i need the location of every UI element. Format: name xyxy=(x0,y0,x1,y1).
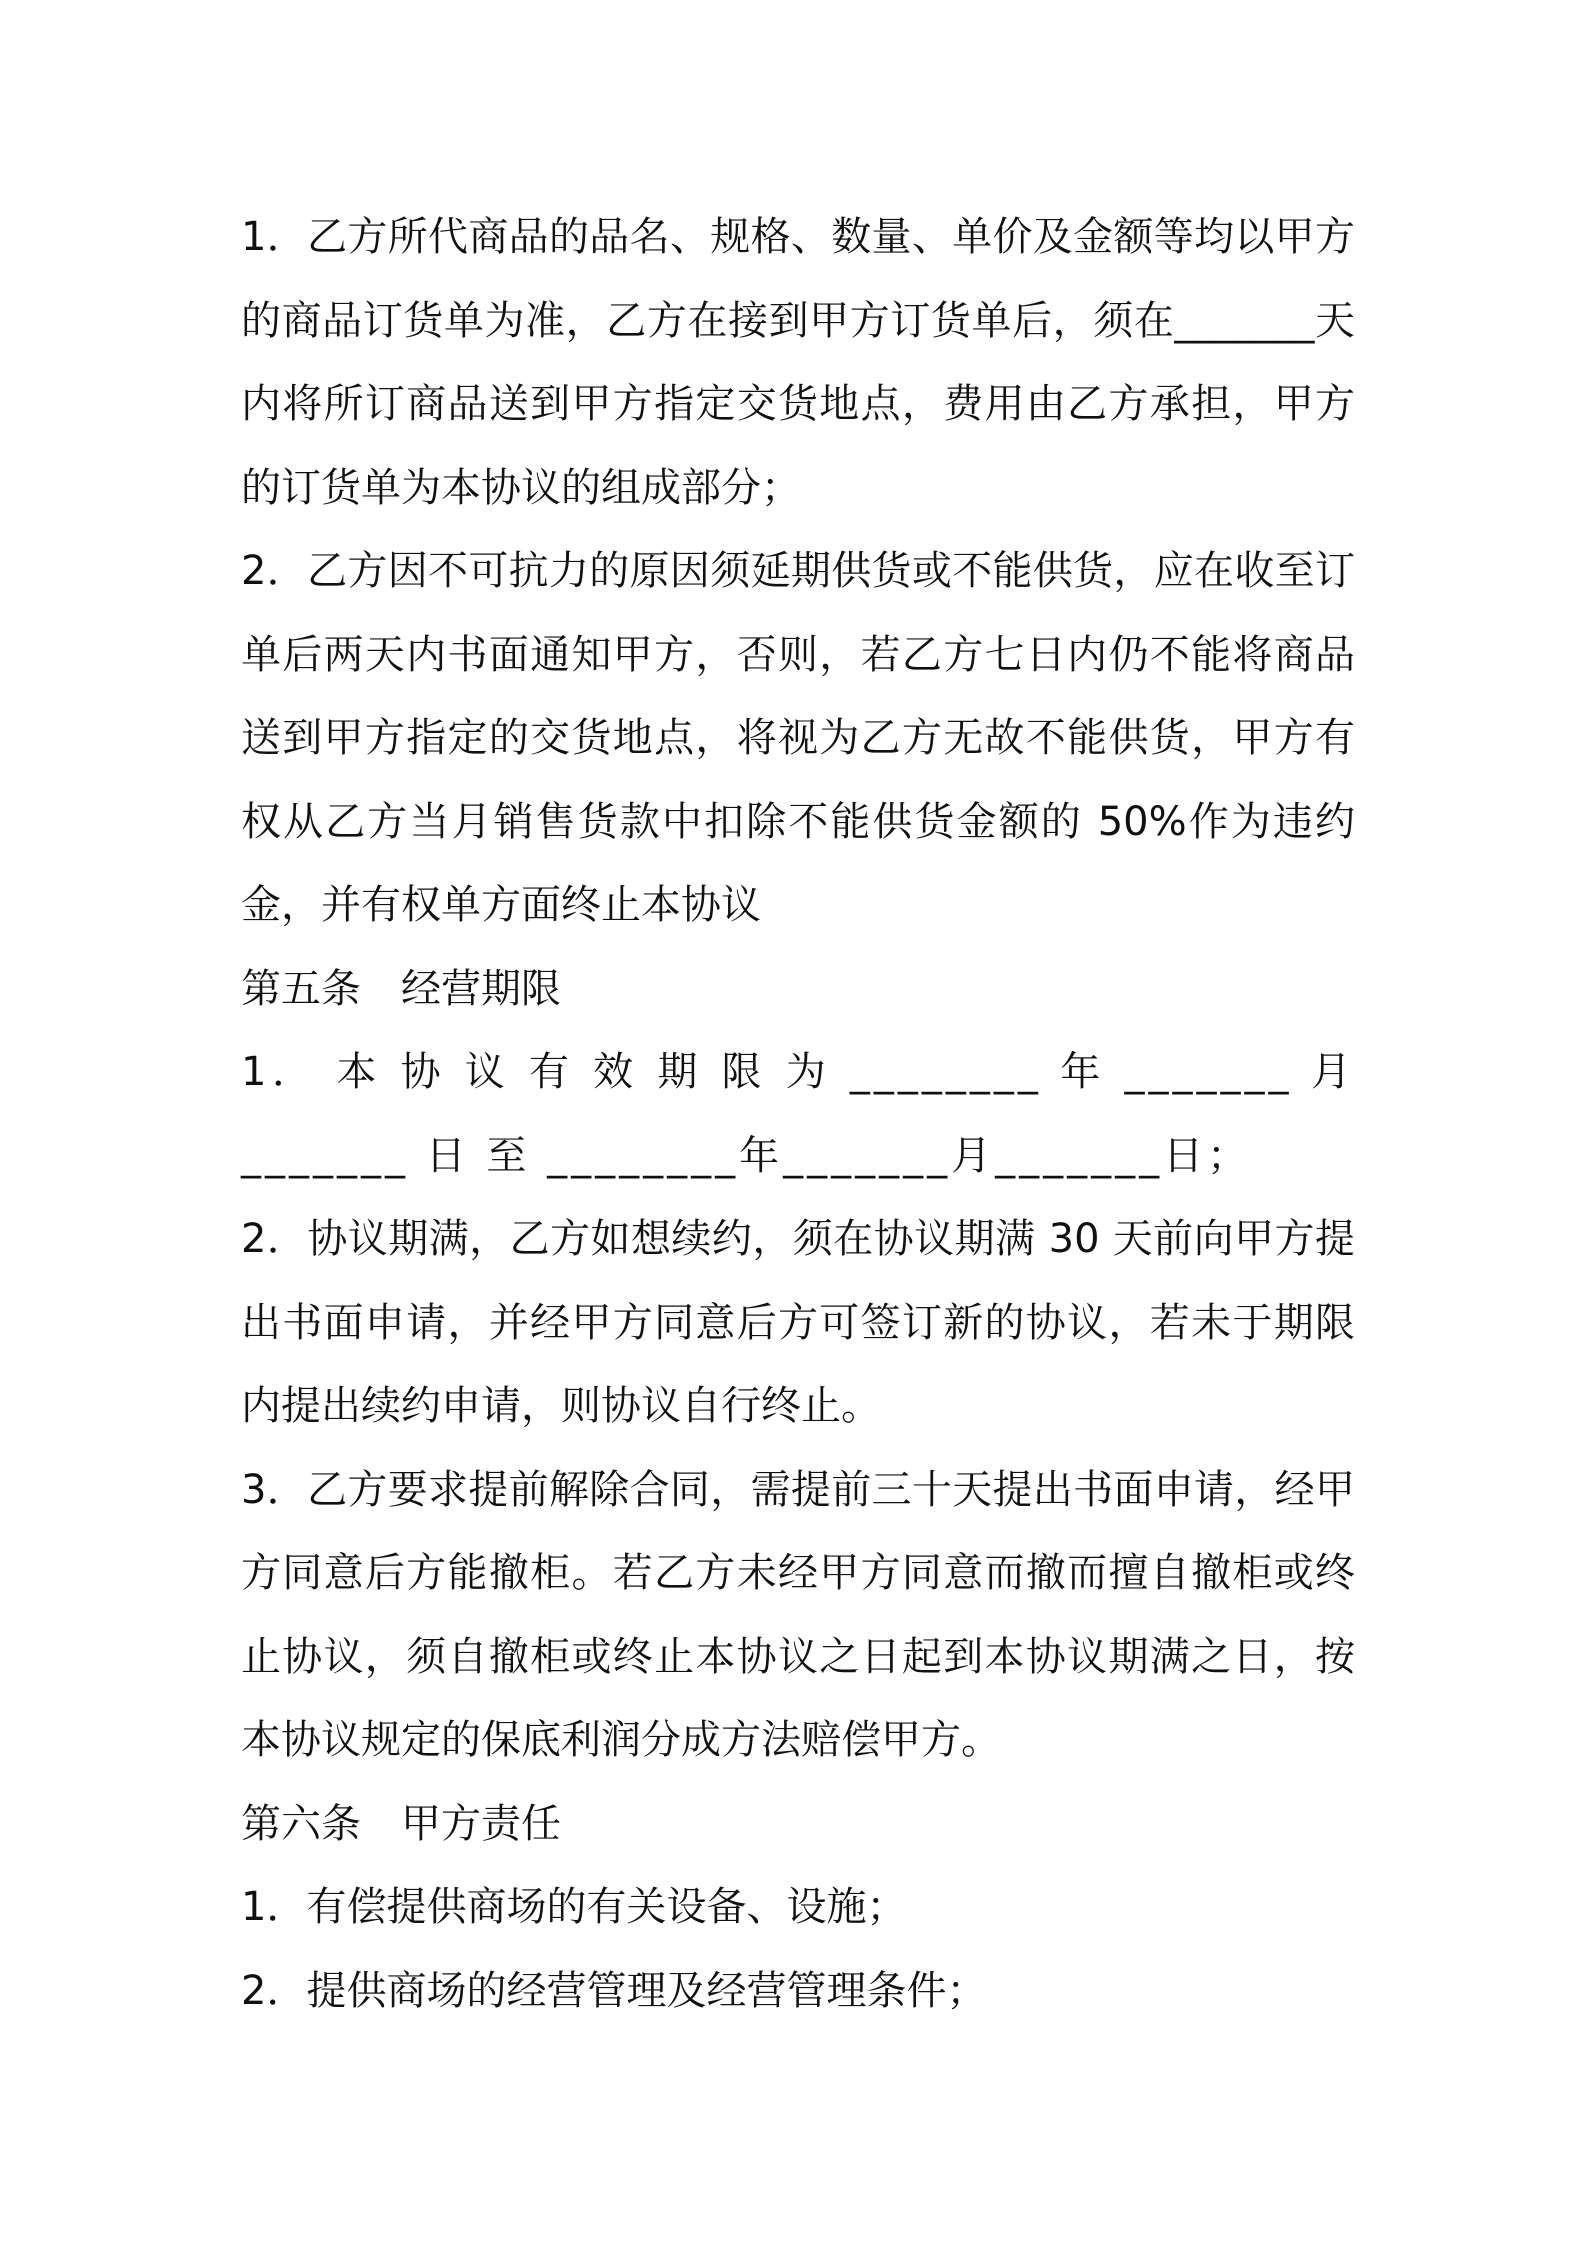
clause-5-item-1: 1． 本 协 议 有 效 期 限 为 ________ 年 _______ 月 _______ 日 至 ________年_______月_______日； xyxy=(241,1049,1355,1179)
article-5-heading: 第五条 经营期限 xyxy=(241,965,561,1012)
clause-4-item-1: 1．乙方所代商品的品名、规格、数量、单价及金额等均以甲方的商品订货单为准，乙方在接到甲方订货单后，须在_______天内将所订商品送到甲方指定交货地点，费用由乙方承担，甲方的订货单为本协议的组成部分； xyxy=(241,214,1355,511)
clause-5-item-3: 3．乙方要求提前解除合同，需提前三十天提出书面申请，经甲方同意后方能撤柜。若乙方未经甲方同意而撤而擅自撤柜或终止协议，须自撤柜或终止本协议之日起到本协议期满之日，按本协议规定的保底利润分成方法赔偿甲方。 xyxy=(241,1466,1355,1763)
clause-6-item-1: 1．有偿提供商场的有关设备、设施； xyxy=(241,1884,907,1930)
article-6-heading: 第六条 甲方责任 xyxy=(241,1800,561,1847)
clause-4-item-2: 2．乙方因不可抗力的原因须延期供货或不能供货，应在收至订单后两天内书面通知甲方，否则，若乙方七日内仍不能将商品送到甲方指定的交货地点，将视为乙方无故不能供货，甲方有权从乙方当月销售货款中扣除不能供货金额的 50%作为违约金，并有权单方面终止本协议 xyxy=(241,548,1355,928)
clause-6-item-2: 2．提供商场的经营管理及经营管理条件； xyxy=(241,1967,987,2014)
document-page xyxy=(241,196,1355,2033)
clause-5-item-2: 2．协议期满，乙方如想续约，须在协议期满 30 天前向甲方提出书面申请，并经甲方同意后方可签订新的协议，若未于期限内提出续约申请，则协议自行终止。 xyxy=(241,1216,1355,1429)
